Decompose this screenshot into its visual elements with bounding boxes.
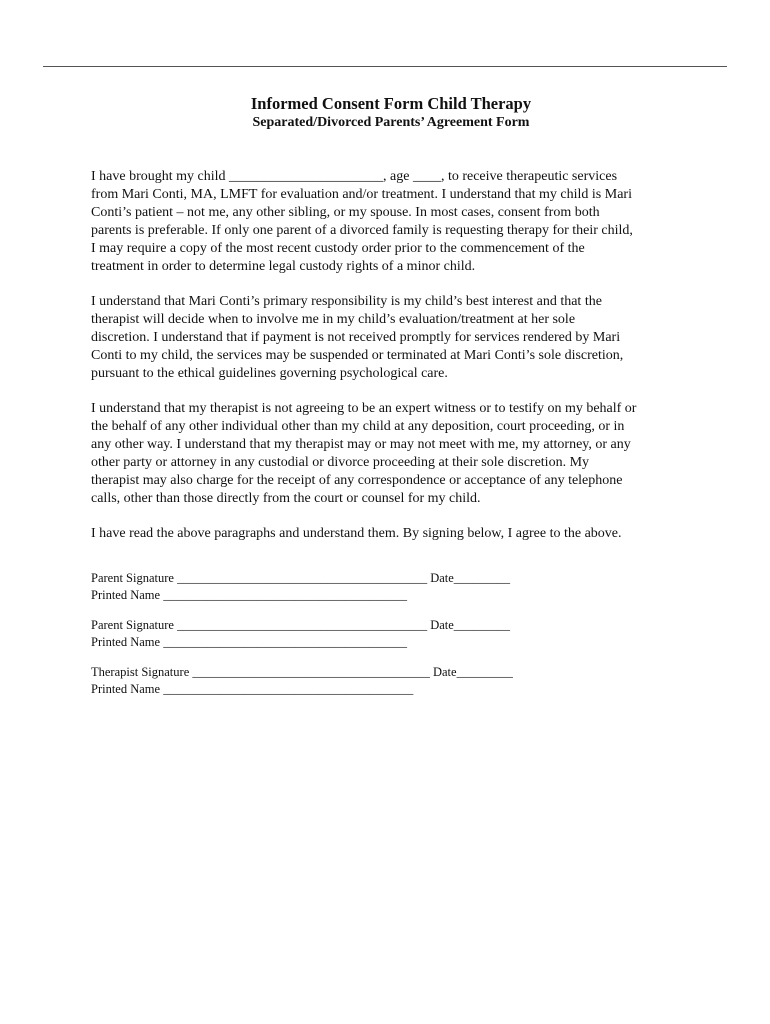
parent-printed-name-line: Printed Name _______________________________________ — [91, 587, 407, 602]
form-subtitle: Separated/Divorced Parents’ Agreement Form — [252, 115, 530, 130]
paragraph-expert-witness: I understand that my therapist is not agreeing to be an expert witness or to testify on my behalf or the behalf of any other individual other than my child at any deposition, court proceeding, or in any other way. I understand that my therapist may or may not meet with me, my attorney, or any other party or attorney in any custodial or divorce proceeding at their sole discretion. My therapist may also charge for the receipt of any correspondence or acceptance of any telephone calls, other than those directly from the court or counsel for my child. — [91, 401, 637, 506]
paragraph-therapist-responsibility: I understand that Mari Conti’s primary responsibility is my child’s best interest and that the therapist will decide when to involve me in my child’s evaluation/treatment at her sole discretion. I understand that if payment is not received promptly for services rendered by Mari Conti to my child, the services may be suspended or terminated at Mari Conti’s sole discretion, pursuant to the ethical guidelines governing psychological care. — [91, 294, 624, 381]
parent-signature-block-2 — [91, 617, 691, 650]
form-title: Informed Consent Form Child Therapy — [250, 94, 532, 113]
top-divider — [43, 66, 727, 67]
therapist-signature-line: Therapist Signature ______________________________________ Date_________ — [91, 665, 513, 679]
paragraph-child-consent: I have brought my child ______________________, age ____, to receive therapeutic services from Mari Conti, MA, LMFT for evaluation and/or treatment. I understand that my child is Mari Conti’s patient – not me, any other sibling, or my spouse. In most cases, consent from both parents is preferable. If only one parent of a divorced family is requesting therapy for their child, I may require a copy of the most recent custody order prior to the commencement of the treatment in order to determine legal custody rights of a minor child. — [91, 169, 633, 274]
parent-printed-name-line: Printed Name _______________________________________ — [91, 634, 407, 649]
signature-section — [91, 570, 691, 697]
parent-signature-line: Parent Signature ________________________________________ Date_________ — [91, 618, 511, 632]
parent-signature-block-1 — [91, 570, 691, 603]
paragraph-agreement: I have read the above paragraphs and understand them. By signing below, I agree to the above. — [91, 526, 622, 541]
therapist-printed-name-line: Printed Name ________________________________________ — [91, 681, 414, 696]
therapist-signature-block — [91, 664, 691, 697]
parent-signature-line: Parent Signature ________________________________________ Date_________ — [91, 571, 511, 585]
consent-form — [91, 94, 691, 711]
